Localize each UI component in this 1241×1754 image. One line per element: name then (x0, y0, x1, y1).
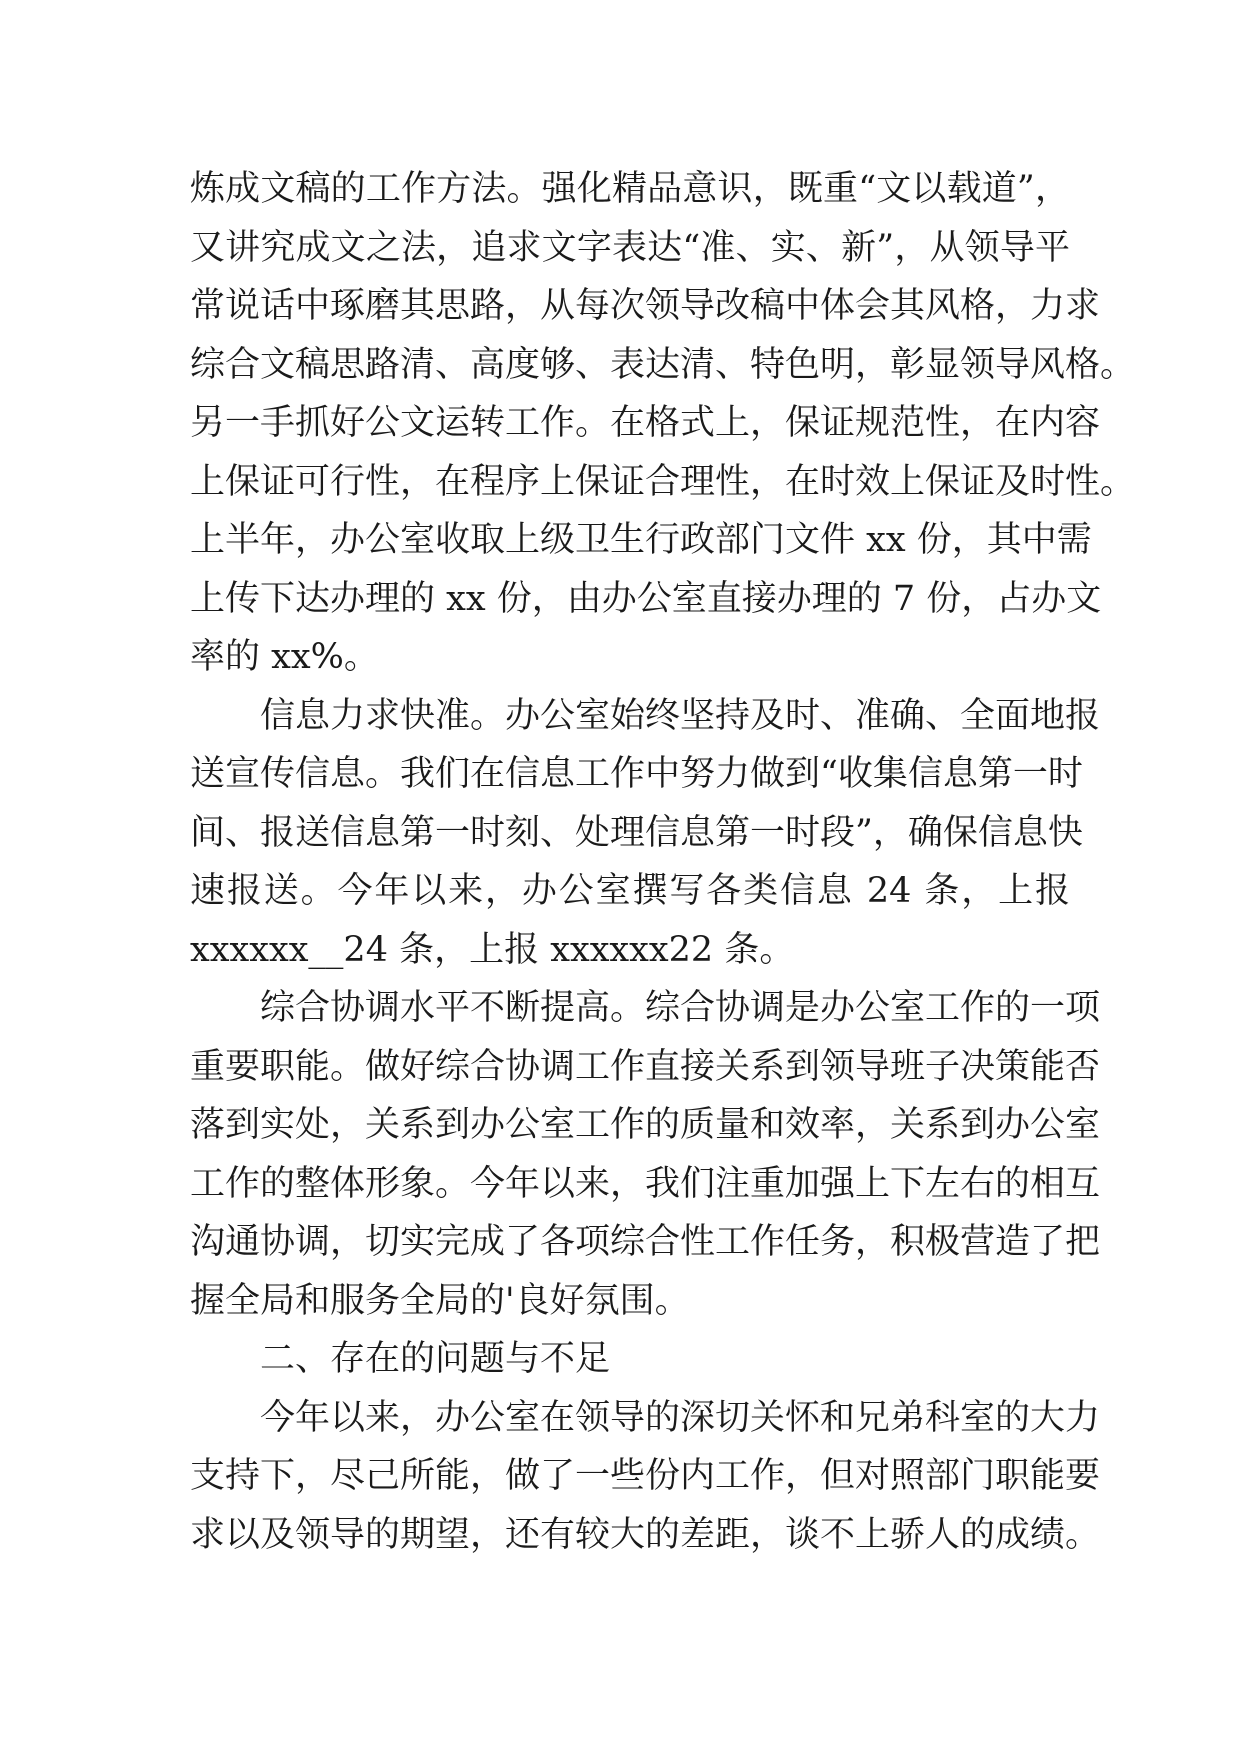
paragraph-start-line: 综合协调水平不断提高。综合协调是办公室工作的一项 (260, 988, 1101, 1028)
text-line: 速报送。今年以来，办公室撰写各类信息 24 条，上报 (190, 871, 1070, 911)
text-line: 上传下达办理的 xx 份，由办公室直接办理的 7 份，占办文 (190, 578, 1102, 619)
text-line: 间、报送信息第一时刻、处理信息第一时段”，确保信息快 (190, 812, 1083, 853)
text-line: 送宣传信息。我们在信息工作中努力做到“收集信息第一时 (190, 754, 1083, 794)
text-line: 又讲究成文之法，追求文字表达“准、实、新”，从领导平 (190, 227, 1070, 268)
text-line: 率的 xx%。 (190, 637, 379, 677)
text-line: 另一手抓好公文运转工作。在格式上，保证规范性，在内容 (190, 403, 1101, 443)
text-line: 求以及领导的期望，还有较大的差距，谈不上骄人的成绩。 (190, 1514, 1101, 1555)
document-body (190, 160, 1136, 1564)
paragraph-start-line: 信息力求快准。办公室始终坚持及时、准确、全面地报 (260, 695, 1101, 736)
text-line: 沟通协调，切实完成了各项综合性工作任务，积极营造了把 (190, 1222, 1101, 1262)
text-line: 工作的整体形象。今年以来，我们注重加强上下左右的相互 (190, 1163, 1101, 1204)
text-line: 上保证可行性，在程序上保证合理性，在时效上保证及时性。 (190, 461, 1136, 502)
text-line: 上半年，办公室收取上级卫生行政部门文件 xx 份，其中需 (190, 520, 1092, 560)
text-line: 常说话中琢磨其思路，从每次领导改稿中体会其风格，力求 (190, 286, 1101, 326)
paragraph-start-line: 今年以来，办公室在领导的深切关怀和兄弟科室的大力 (260, 1397, 1101, 1438)
text-line: 落到实处，关系到办公室工作的质量和效率，关系到办公室 (190, 1105, 1101, 1145)
text-line: 综合文稿思路清、高度够、表达清、特色明，彰显领导风格。 (190, 344, 1136, 385)
text-line: 炼成文稿的工作方法。强化精品意识，既重“文以载道”， (190, 169, 1070, 209)
text-line: 握全局和服务全局的'良好氛围。 (190, 1280, 690, 1321)
text-line: 支持下，尽己所能，做了一些份内工作，但对照部门职能要 (190, 1456, 1101, 1496)
section-heading: 二、存在的问题与不足 (260, 1339, 611, 1379)
text-line: xxxxxx__24 条，上报 xxxxxx22 条。 (190, 929, 795, 970)
text-line: 重要职能。做好综合协调工作直接关系到领导班子决策能否 (190, 1046, 1101, 1087)
